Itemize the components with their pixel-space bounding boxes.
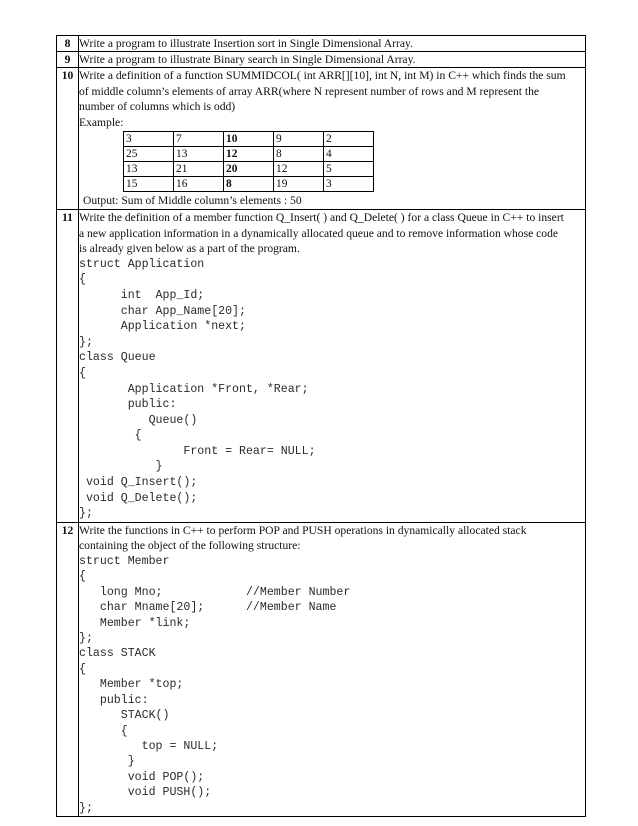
question-text-line: Write a definition of a function SUMMIDCOL( int ARR[][10], int N, int M) in C++ which finds the sum [79,69,566,82]
example-cell: 15 [124,177,174,192]
question-number: 11 [57,209,79,522]
question-number: 8 [57,36,79,52]
example-array-table [123,131,374,192]
example-cell: 4 [324,147,374,162]
example-cell: 13 [174,147,224,162]
question-text-line: Write the functions in C++ to perform POP and PUSH operations in dynamically allocated stack [79,523,527,537]
example-cell: 13 [124,162,174,177]
question-text: Write a program to illustrate Insertion sort in Single Dimensional Array. [79,36,586,52]
question-row-12 [57,522,586,816]
question-row-8 [57,36,586,52]
question-text: Write a program to illustrate Binary search in Single Dimensional Array. [79,52,586,68]
example-cell: 2 [324,132,374,147]
question-number: 12 [57,522,79,816]
question-body [79,209,586,522]
question-text-line: is already given below as a part of the program. [79,242,300,256]
question-row-10 [57,68,586,210]
question-number: 9 [57,52,79,68]
example-cell: 21 [174,162,224,177]
example-cell: 9 [274,132,324,147]
question-text-line: containing the object of the following structure: [79,539,301,553]
example-cell: 19 [274,177,324,192]
code-block: struct Application { int App_Id; char App_Name[20]; Application *next; }; class Queue { Application *Front, *Rear; public: Queue() { Front = Rear= NULL; } void Q_Insert(); void Q_Delete(); }; [79,257,316,521]
question-text-line: of middle column’s elements of array ARR(where N represent number of rows and M represent the [79,84,540,98]
example-cell: 16 [174,177,224,192]
example-cell-middle: 8 [224,177,274,192]
example-output: Output: Sum of Middle column’s elements : 50 [83,194,302,208]
question-text-line: Write the definition of a member function Q_Insert( ) and Q_Delete( ) for a class Queue in C++ to insert [79,210,564,224]
example-cell: 3 [124,132,174,147]
example-row [124,177,374,192]
question-row-11 [57,209,586,522]
example-cell-middle: 10 [224,132,274,147]
example-cell: 25 [124,147,174,162]
example-cell: 5 [324,162,374,177]
example-cell: 12 [274,162,324,177]
questions-table [56,35,586,817]
question-text-line: a new application information in a dynamically allocated queue and to remove information whose code [79,226,559,240]
example-row [124,162,374,177]
example-row [124,132,374,147]
example-cell: 7 [174,132,224,147]
example-cell-middle: 20 [224,162,274,177]
example-row [124,147,374,162]
question-number: 10 [57,68,79,210]
question-body [79,522,586,816]
question-body [79,68,586,210]
question-row-9 [57,52,586,68]
question-text-line: number of columns which is odd) [79,100,236,114]
example-cell-middle: 12 [224,147,274,162]
example-cell: 3 [324,177,374,192]
example-label: Example: [79,115,124,129]
example-cell: 8 [274,147,324,162]
code-block: struct Member { long Mno; //Member Number char Mname[20]; //Member Name Member *link; }; class STACK { Member *top; public: STACK() { top = NULL; } void POP(); void PUSH(); }; [79,555,351,815]
